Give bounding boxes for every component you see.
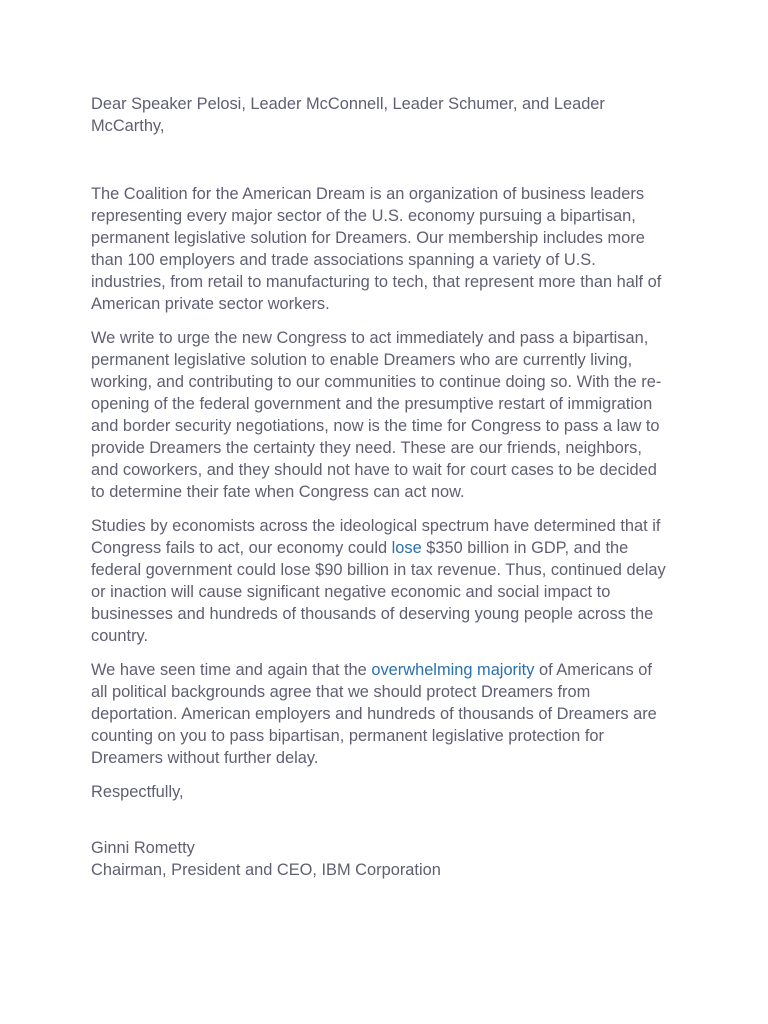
paragraph-public-support-text-start: We have seen time and again that the [91,661,372,679]
paragraph-urge-congress: We write to urge the new Congress to act immediately and pass a bipartisan, permanent legislative solution to enable Dreamers who are currently living, working, and contributing to our communities to continue doing so. With the re-opening of the federal government and the presumptive restart of immigration and border security negotiations, now is the time for Congress to pass a law to provide Dreamers the certainty they need. These are our friends, neighbors, and coworkers, and they should not have to wait for court cases to be decided to determine their fate when Congress can act now. [91,329,662,501]
signer-title: Chairman, President and CEO, IBM Corporation [91,861,441,879]
letter-body [91,93,671,881]
closing: Respectfully, [91,783,184,801]
overwhelming-majority-link[interactable]: overwhelming majority [371,661,535,679]
salutation: Dear Speaker Pelosi, Leader McConnell, Leader Schumer, and Leader McCarthy, [91,95,605,135]
paragraph-economic-impact-text-start: Studies by economists across the ideological spectrum have determined that if Congress fails to act, our economy could [91,517,661,557]
paragraph-economic-impact [91,515,671,647]
paragraph-coalition-intro: The Coalition for the American Dream is an organization of business leaders representing every major sector of the U.S. economy pursuing a bipartisan, permanent legislative solution for Dreamers. Our membership includes more than 100 employers and trade associations spanning a variety of U.S. industries, from retail to manufacturing to tech, that represent more than half of American private sector workers. [91,185,662,313]
paragraph-public-support [91,659,671,769]
lose-link[interactable]: lose [391,539,422,557]
signer-name: Ginni Rometty [91,839,195,857]
paragraph-economic-impact-text-end: $350 billion in GDP, and the federal government could lose $90 billion in tax revenue. Thus, continued delay or inaction will cause significant negative economic and social impact to businesses and hundreds of thousands of deserving young people across the country. [91,539,666,645]
paragraph-public-support-text-end: of Americans of all political backgrounds agree that we should protect Dreamers from deportation. American employers and hundreds of thousands of Dreamers are counting on you to pass bipartisan, permanent legislative protection for Dreamers without further delay. [91,661,657,767]
